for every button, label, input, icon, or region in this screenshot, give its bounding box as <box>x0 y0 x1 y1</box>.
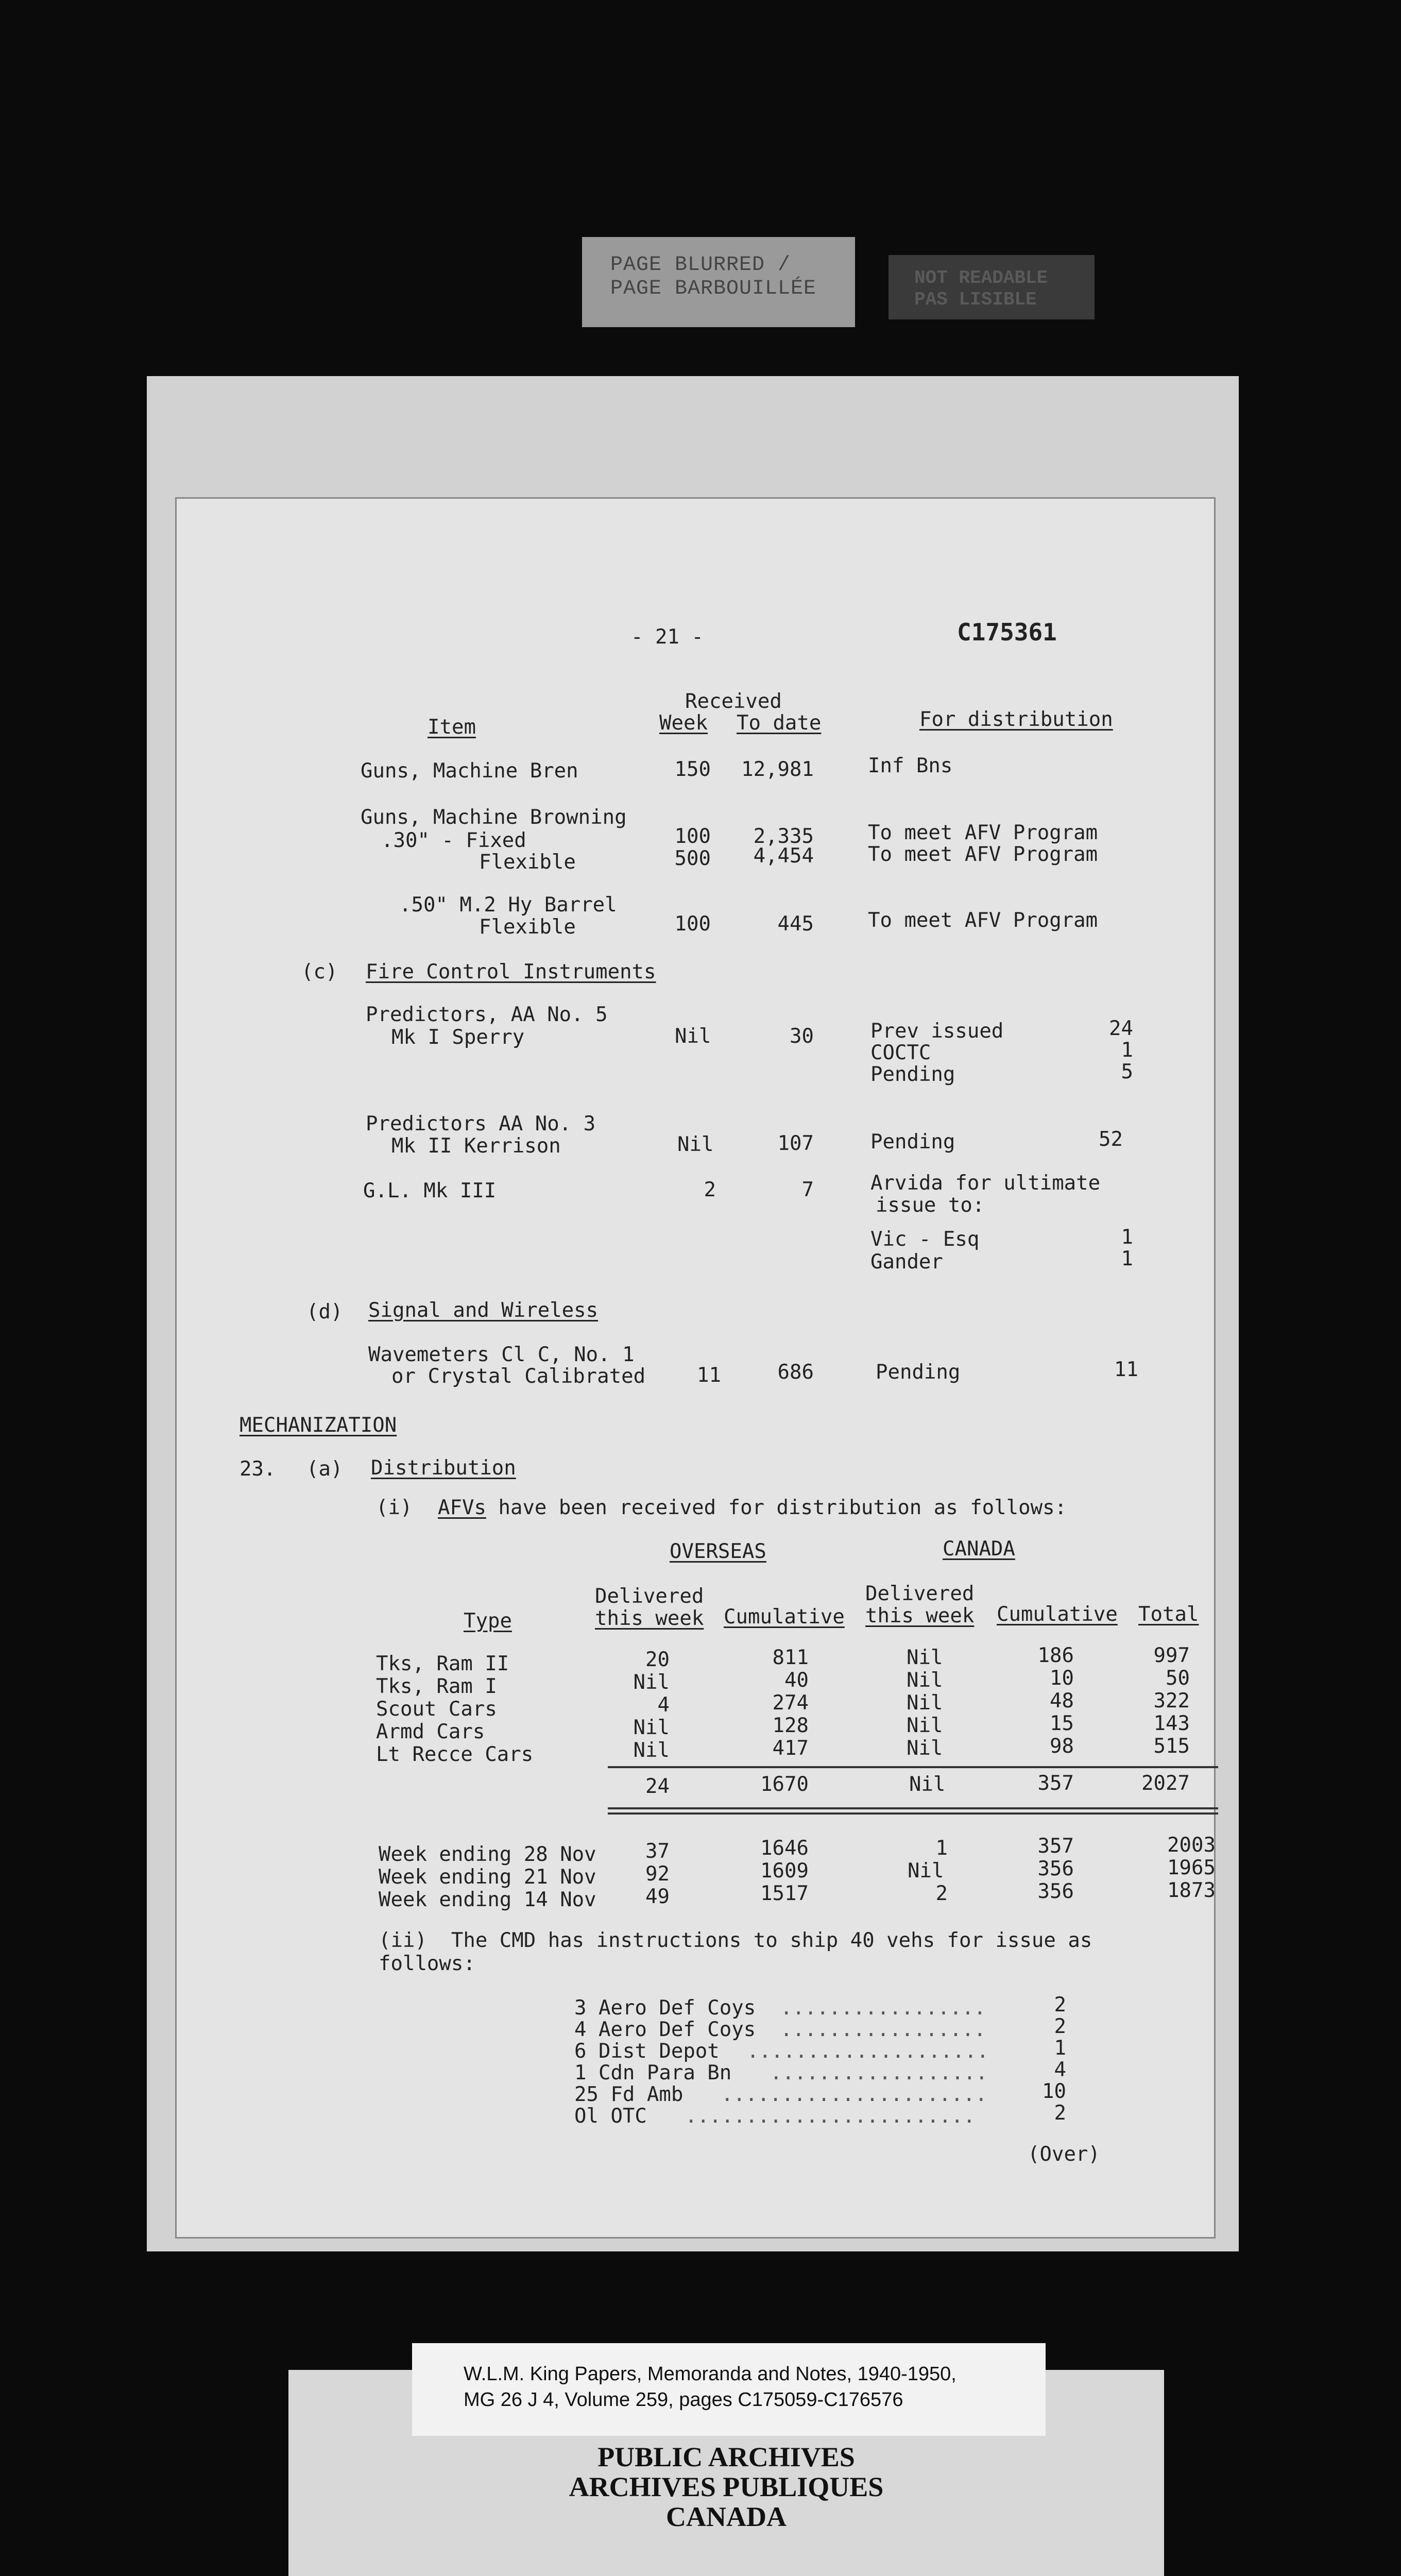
paragraph-sub: (a) <box>306 1458 343 1481</box>
pred3-to-date: 107 <box>777 1132 814 1155</box>
over-note: (Over) <box>1028 2143 1100 2166</box>
gl-dist-qty-1: 1 <box>1121 1247 1133 1270</box>
type-header: Type <box>464 1609 512 1633</box>
not-readable-stamp <box>889 255 1095 319</box>
bren-to-date: 12,981 <box>741 758 814 781</box>
weekly-overseas-cumulative: 1609 <box>760 1859 809 1883</box>
pred5-dist-qty-2: 5 <box>1121 1060 1133 1083</box>
citation-card <box>412 2343 1046 2436</box>
browning-fixed-week: 100 <box>674 825 711 848</box>
issue-qty: 2 <box>1054 2015 1066 2038</box>
week-header: Week <box>659 711 708 735</box>
afv-type: Tks, Ram I <box>376 1675 497 1698</box>
total-canada-cumulative: 357 <box>1037 1772 1074 1795</box>
for-distribution-header: For distribution <box>919 708 1113 731</box>
canada-delivered-1: Delivered <box>865 1582 975 1605</box>
intro-label: (i) <box>376 1496 413 1519</box>
browning-fixed-distribution: To meet AFV Program <box>868 821 1098 844</box>
m2-flex-item: Flexible <box>479 916 576 939</box>
total-canada-week: Nil <box>909 1773 946 1796</box>
citation-line1: W.L.M. King Papers, Memoranda and Notes, 1940-1950, <box>464 2363 956 2385</box>
bren-distribution: Inf Bns <box>868 754 953 777</box>
wavemeters-line1: Wavemeters Cl C, No. 1 <box>368 1343 635 1366</box>
week-ending-label: Week ending 21 Nov <box>379 1866 596 1889</box>
pred5-dist-qty-1: 1 <box>1121 1039 1133 1062</box>
archives-line2: ARCHIVES PUBLIQUES <box>569 2471 884 2502</box>
intro-afvs: AFVs <box>438 1496 486 1519</box>
total-header: Total <box>1138 1603 1199 1626</box>
citation-line2: MG 26 J 4, Volume 259, pages C175059-C176576 <box>464 2389 903 2411</box>
overseas-header: OVERSEAS <box>670 1540 766 1563</box>
afv-type: Scout Cars <box>376 1698 497 1721</box>
gl-to-date: 7 <box>801 1178 814 1201</box>
section-c-title: Fire Control Instruments <box>366 960 656 984</box>
ii-line1: (ii) The CMD has instructions to ship 40 vehs for issue as <box>379 1929 1092 1952</box>
overseas-week: Nil <box>633 1671 670 1694</box>
total-overseas-cumulative: 1670 <box>760 1773 809 1796</box>
weekly-total: 1965 <box>1167 1856 1216 1879</box>
totals-rule <box>608 1766 1218 1768</box>
pred5-dist-label-2: Pending <box>870 1063 955 1086</box>
week-ending-label: Week ending 14 Nov <box>379 1888 596 1911</box>
grand-total: 2027 <box>1141 1772 1190 1795</box>
blurred-stamp-line2: PAGE BARBOUILLÉE <box>610 277 817 300</box>
wavemeters-to-date: 686 <box>777 1361 814 1384</box>
double-rule-top <box>608 1807 1218 1809</box>
row-total: 50 <box>1166 1667 1190 1690</box>
overseas-delivered-2: this week <box>595 1607 704 1630</box>
section-d-title: Signal and Wireless <box>368 1299 599 1322</box>
paragraph-number: 23. <box>240 1458 276 1481</box>
canada-delivered-2: this week <box>865 1604 975 1628</box>
leader-dots: ........................ <box>685 2105 976 2128</box>
weekly-overseas-week: 49 <box>645 1885 670 1908</box>
weekly-overseas-week: 92 <box>645 1862 670 1886</box>
weekly-overseas-cumulative: 1517 <box>760 1882 809 1905</box>
section-c-label: (c) <box>301 960 338 984</box>
weekly-total: 1873 <box>1167 1879 1216 1902</box>
overseas-week: 20 <box>645 1648 670 1671</box>
canada-cumulative-header: Cumulative <box>997 1603 1118 1626</box>
leader-dots: .................... <box>747 2040 989 2063</box>
weekly-overseas-cumulative: 1646 <box>760 1837 809 1860</box>
pred5-dist-label-1: COCTC <box>870 1041 931 1064</box>
archives-line3: CANADA <box>666 2501 787 2532</box>
overseas-week: Nil <box>633 1739 670 1762</box>
archives-line1: PUBLIC ARCHIVES <box>597 2442 855 2472</box>
overseas-delivered-1: Delivered <box>595 1585 704 1608</box>
m2-flex-distribution: To meet AFV Program <box>868 909 1098 932</box>
browning-fixed-item: .30" - Fixed <box>381 829 526 852</box>
bren-item: Guns, Machine Bren <box>361 759 578 783</box>
weekly-canada-week: 1 <box>935 1837 948 1860</box>
row-total: 997 <box>1153 1644 1190 1667</box>
canada-cumulative: 48 <box>1050 1689 1074 1713</box>
m2-flex-week: 100 <box>674 912 711 936</box>
pred5-dist-label-0: Prev issued <box>870 1020 1004 1043</box>
overseas-cumulative-header: Cumulative <box>724 1605 845 1629</box>
issue-unit: 1 Cdn Para Bn <box>574 2061 732 2084</box>
canada-cumulative: 15 <box>1050 1712 1074 1735</box>
item-header: Item <box>428 716 476 739</box>
gl-week: 2 <box>704 1178 716 1201</box>
gl-dist-line1: Arvida for ultimate <box>870 1172 1101 1195</box>
issue-qty: 2 <box>1054 2102 1066 2125</box>
weekly-overseas-week: 37 <box>645 1840 670 1863</box>
received-header: Received <box>685 690 782 713</box>
pred5-week: Nil <box>675 1025 711 1048</box>
issue-qty: 10 <box>1042 2080 1066 2103</box>
pred3-week: Nil <box>677 1133 714 1156</box>
afv-type: Armd Cars <box>376 1720 485 1743</box>
wavemeters-qty: 11 <box>1114 1358 1138 1381</box>
afv-type: Tks, Ram II <box>376 1652 509 1675</box>
browning-flex-to-date: 4,454 <box>753 844 814 868</box>
issue-unit: 25 Fd Amb <box>574 2083 684 2106</box>
canada-cumulative: 98 <box>1050 1735 1074 1758</box>
row-total: 322 <box>1153 1689 1190 1713</box>
afv-type: Lt Recce Cars <box>376 1743 534 1766</box>
unreadable-stamp-line2: PAS LISIBLE <box>914 289 1037 310</box>
pred3-distribution: Pending <box>870 1130 955 1154</box>
overseas-cumulative: 811 <box>772 1646 809 1669</box>
gl-dist-qty-0: 1 <box>1121 1226 1133 1249</box>
gl-dist-label-1: Gander <box>870 1250 943 1274</box>
gl-dist-label-0: Vic - Esq <box>870 1228 980 1251</box>
m2-title: .50" M.2 Hy Barrel <box>399 893 617 917</box>
issue-qty: 2 <box>1054 1993 1066 2016</box>
weekly-canada-week: 2 <box>935 1882 948 1905</box>
blurred-page-stamp <box>582 237 855 327</box>
browning-flex-item: Flexible <box>479 851 576 874</box>
canada-cumulative: 10 <box>1050 1667 1074 1690</box>
pred5-to-date: 30 <box>790 1025 814 1048</box>
gl-dist-line2: issue to: <box>876 1194 985 1217</box>
issue-qty: 4 <box>1054 2058 1066 2081</box>
browning-flex-distribution: To meet AFV Program <box>868 843 1098 866</box>
issue-unit: Ol OTC <box>574 2105 647 2128</box>
canada-week: Nil <box>907 1714 943 1737</box>
leader-dots: ................. <box>780 1996 986 2020</box>
archives-label <box>288 2442 1164 2532</box>
browning-title: Guns, Machine Browning <box>361 806 627 829</box>
page-number: - 21 - <box>631 625 704 649</box>
pred5-dist-qty-0: 24 <box>1109 1017 1133 1040</box>
ii-line2: follows: <box>379 1952 475 1975</box>
week-ending-label: Week ending 28 Nov <box>379 1843 596 1866</box>
weekly-canada-cumulative: 356 <box>1037 1880 1074 1903</box>
issue-unit: 4 Aero Def Coys <box>574 2018 756 2041</box>
browning-fixed-to-date: 2,335 <box>753 825 814 848</box>
total-overseas-week: 24 <box>645 1775 670 1798</box>
m2-flex-to-date: 445 <box>777 912 814 936</box>
overseas-cumulative: 128 <box>772 1714 809 1737</box>
gl-item: G.L. Mk III <box>363 1179 497 1202</box>
weekly-canada-cumulative: 357 <box>1037 1835 1074 1858</box>
mechanization-heading: MECHANIZATION <box>240 1414 397 1437</box>
canada-week: Nil <box>907 1737 943 1760</box>
wavemeters-week: 11 <box>697 1364 721 1387</box>
bren-week: 150 <box>674 758 711 781</box>
issue-unit: 3 Aero Def Coys <box>574 1996 756 2020</box>
canada-cumulative: 186 <box>1037 1644 1074 1667</box>
unreadable-stamp-line1: NOT READABLE <box>914 267 1048 289</box>
section-d-label: (d) <box>306 1300 343 1324</box>
weekly-canada-week: Nil <box>908 1859 944 1883</box>
overseas-week: 4 <box>657 1693 670 1717</box>
intro-text: have been received for distribution as follows: <box>486 1496 1067 1519</box>
canada-header: CANADA <box>943 1537 1015 1561</box>
issue-unit: 6 Dist Depot <box>574 2040 720 2063</box>
pred3-qty: 52 <box>1099 1128 1123 1151</box>
overseas-week: Nil <box>633 1716 670 1739</box>
pred5-line1: Predictors, AA No. 5 <box>366 1003 608 1026</box>
pred3-line1: Predictors AA No. 3 <box>366 1112 596 1136</box>
pred5-line2: Mk I Sperry <box>391 1026 525 1049</box>
weekly-canada-cumulative: 356 <box>1037 1857 1074 1880</box>
pred3-line2: Mk II Kerrison <box>391 1134 561 1158</box>
canada-week: Nil <box>907 1691 943 1715</box>
weekly-total: 2003 <box>1167 1834 1216 1857</box>
overseas-cumulative: 40 <box>784 1669 809 1692</box>
row-total: 143 <box>1153 1712 1190 1735</box>
canada-week: Nil <box>907 1669 943 1692</box>
leader-dots: ................. <box>780 2018 986 2041</box>
row-total: 515 <box>1153 1735 1190 1758</box>
blurred-stamp-line1: PAGE BLURRED / <box>610 253 791 277</box>
to-date-header: To date <box>737 711 822 735</box>
double-rule-bottom <box>608 1812 1218 1815</box>
wavemeters-line2: or Crystal Calibrated <box>391 1365 646 1388</box>
issue-qty: 1 <box>1054 2037 1066 2060</box>
overseas-cumulative: 274 <box>772 1691 809 1715</box>
canada-week: Nil <box>907 1646 943 1669</box>
browning-flex-week: 500 <box>674 847 711 870</box>
leader-dots: ...................... <box>721 2083 987 2106</box>
document-id: C175361 <box>957 618 1057 646</box>
overseas-cumulative: 417 <box>772 1737 809 1760</box>
distribution-heading: Distribution <box>371 1456 516 1480</box>
leader-dots: .................. <box>770 2061 988 2084</box>
wavemeters-distribution: Pending <box>876 1361 961 1384</box>
